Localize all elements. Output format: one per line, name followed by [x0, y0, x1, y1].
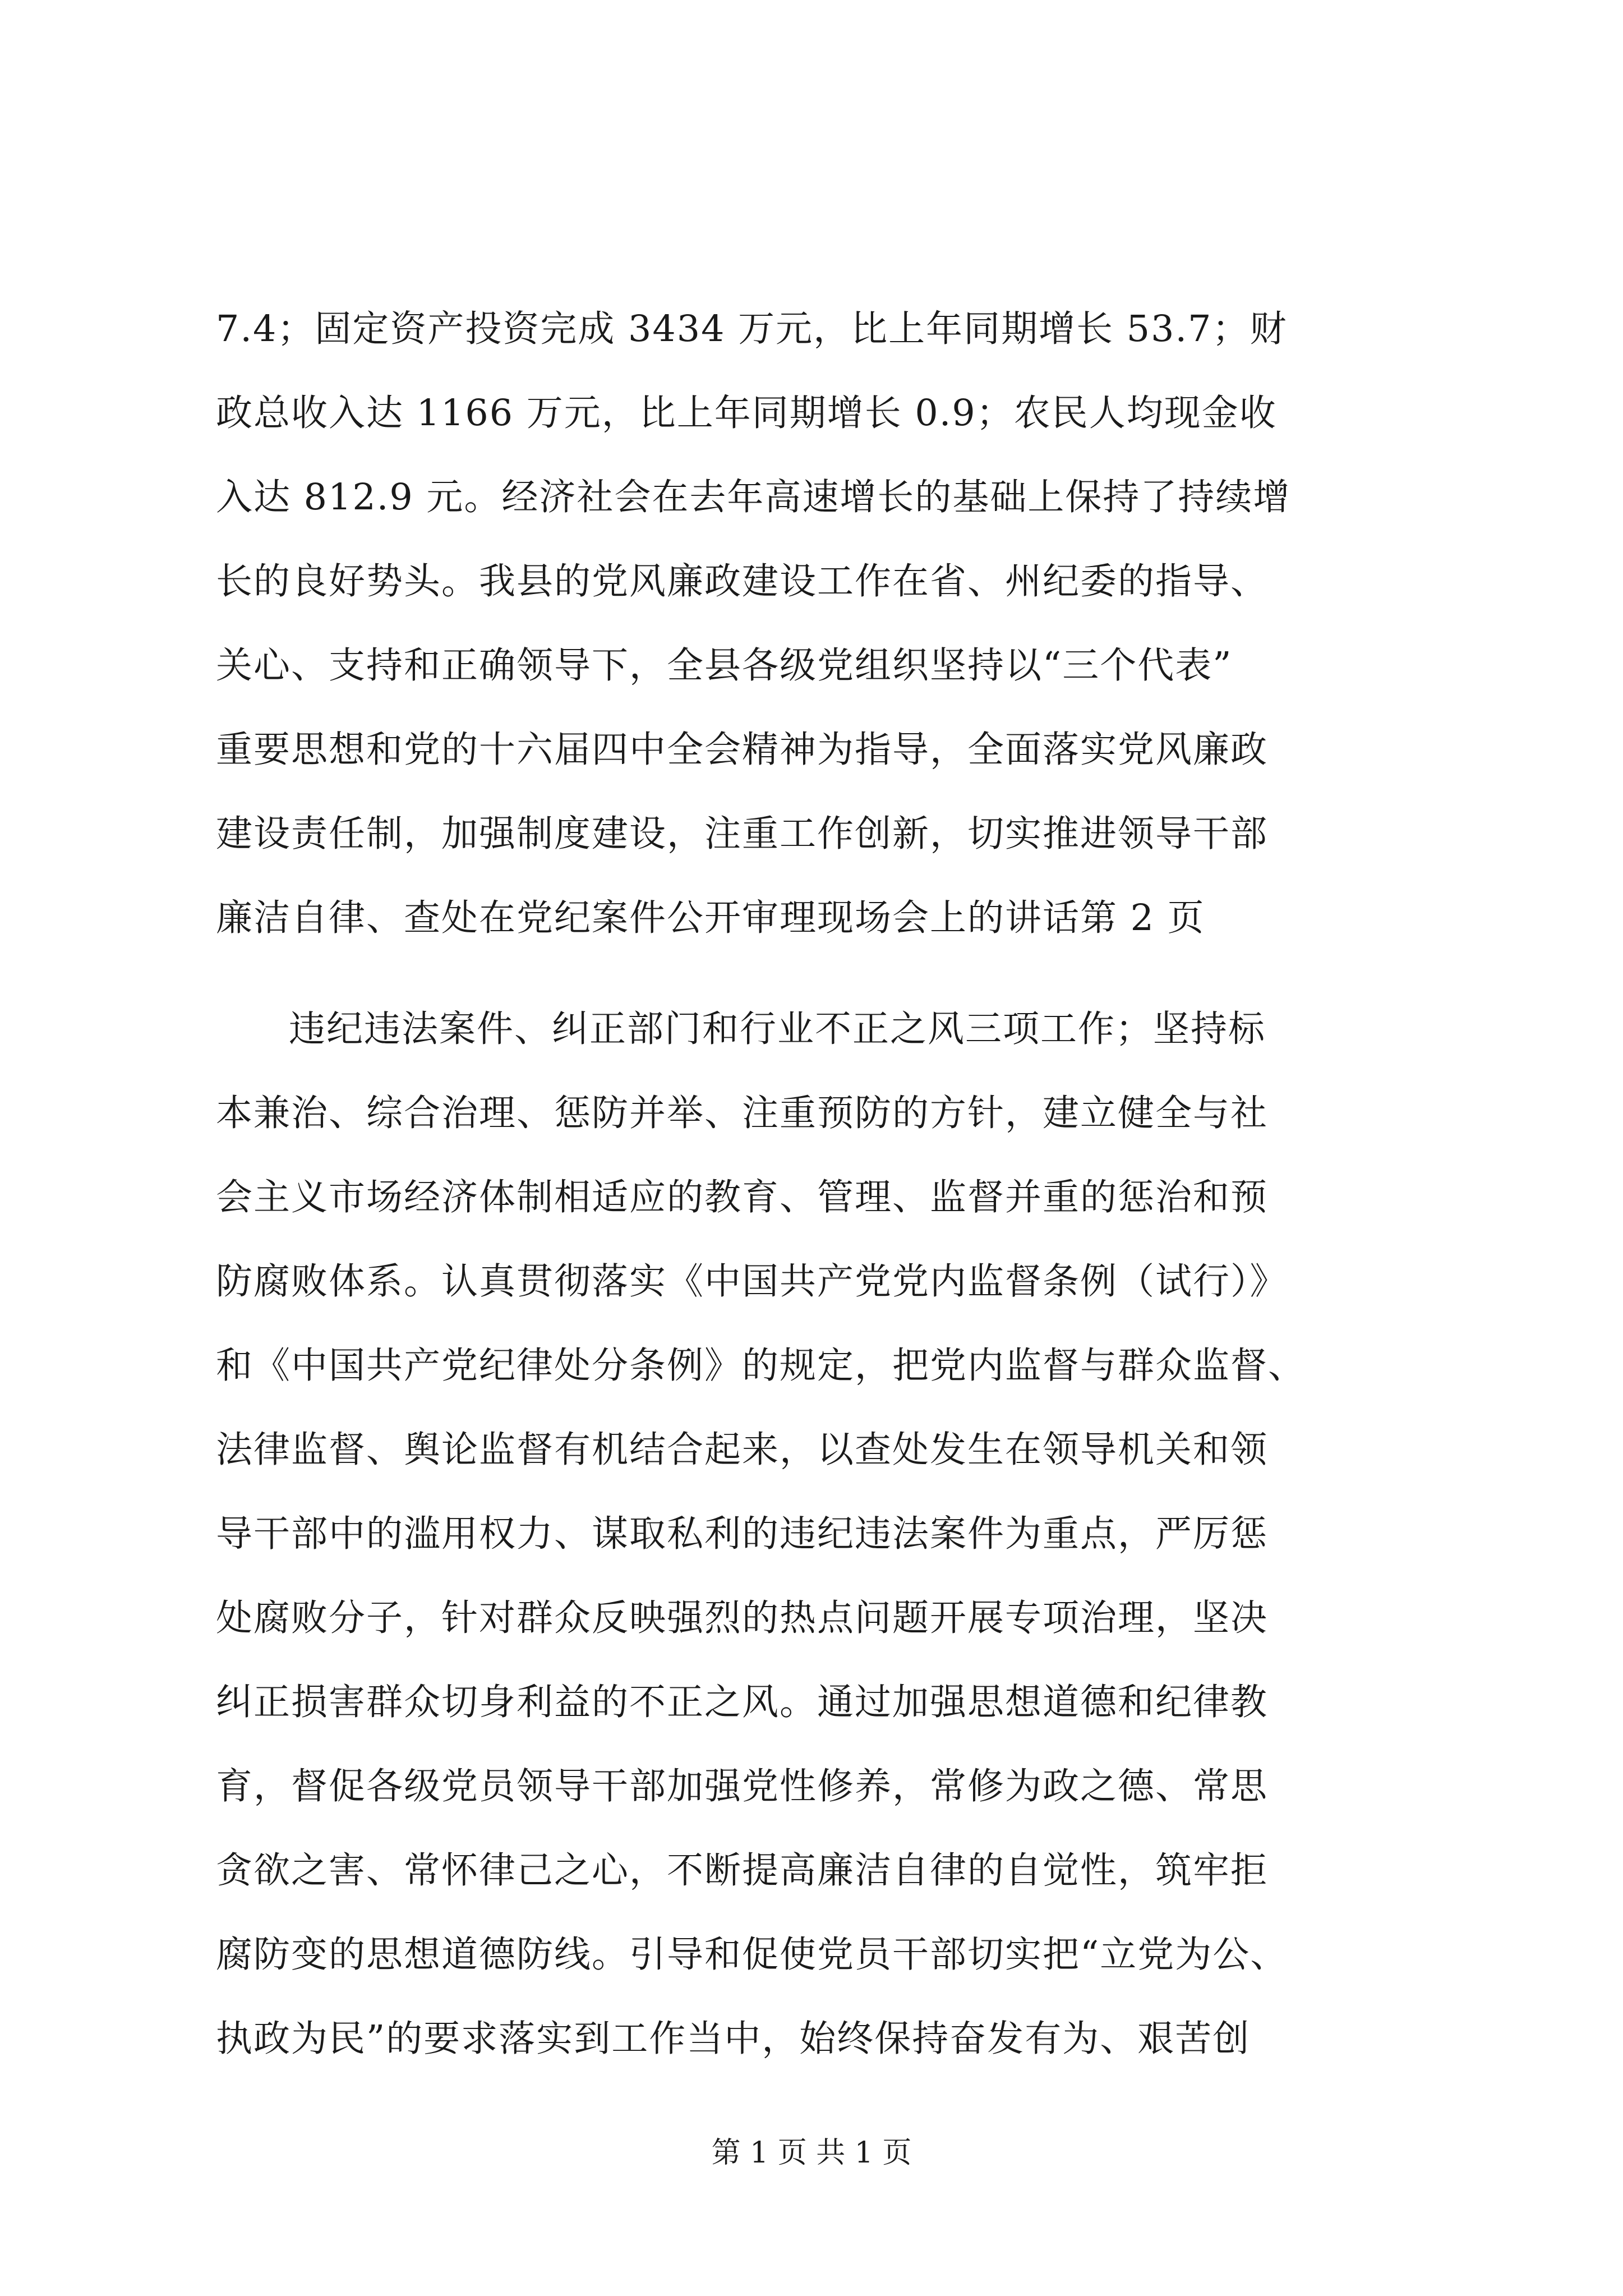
text-line: 建设责任制，加强制度建设，注重工作创新，切实推进领导干部	[216, 813, 1269, 855]
text-line: 长的良好势头。我县的党风廉政建设工作在省、州纪委的指导、	[216, 560, 1269, 602]
text-line: 导干部中的滥用权力、谋取私利的违纪违法案件为重点，严厉惩	[216, 1513, 1269, 1555]
text-line: 执政为民”的要求落实到工作当中，始终保持奋发有为、艰苦创	[216, 2018, 1251, 2060]
paragraph-first-line: 违纪违法案件、纠正部门和行业不正之风三项工作；坚持标	[289, 1008, 1266, 1050]
text-line: 政总收入达 1166 万元，比上年同期增长 0.9；农民人均现金收	[216, 392, 1277, 434]
text-line: 重要思想和党的十六届四中全会精神为指导，全面落实党风廉政	[216, 729, 1269, 771]
text-line: 贪欲之害、常怀律己之心，不断提高廉洁自律的自觉性，筑牢拒	[216, 1849, 1269, 1892]
document-body	[216, 287, 1410, 2081]
text-line: 本兼治、综合治理、惩防并举、注重预防的方针，建立健全与社	[216, 1092, 1269, 1134]
text-line: 和《中国共产党纪律处分条例》的规定，把党内监督与群众监督、	[216, 1345, 1306, 1387]
page-footer: 第 1 页 共 1 页	[711, 2136, 912, 2170]
text-line: 育，督促各级党员领导干部加强党性修养，常修为政之德、常思	[216, 1765, 1269, 1807]
text-line: 法律监督、舆论监督有机结合起来，以查处发生在领导机关和领	[216, 1429, 1269, 1471]
text-line: 腐防变的思想道德防线。引导和促使党员干部切实把“立党为公、	[216, 1934, 1288, 1976]
text-line: 入达 812.9 元。经济社会在去年高速增长的基础上保持了持续增	[216, 476, 1291, 518]
text-line: 纠正损害群众切身利益的不正之风。通过加强思想道德和纪律教	[216, 1681, 1269, 1723]
text-line: 廉洁自律、查处在党纪案件公开审理现场会上的讲话第 2 页	[216, 897, 1205, 939]
text-line: 关心、支持和正确领导下，全县各级党组织坚持以“三个代表”	[216, 645, 1233, 687]
text-line: 处腐败分子，针对群众反映强烈的热点问题开展专项治理，坚决	[216, 1597, 1269, 1639]
text-line: 防腐败体系。认真贯彻落实《中国共产党党内监督条例（试行）》	[216, 1260, 1288, 1303]
text-line: 7.4；固定资产投资完成 3434 万元，比上年同期增长 53.7；财	[216, 308, 1288, 350]
text-line: 会主义市场经济体制相适应的教育、管理、监督并重的惩治和预	[216, 1176, 1269, 1218]
